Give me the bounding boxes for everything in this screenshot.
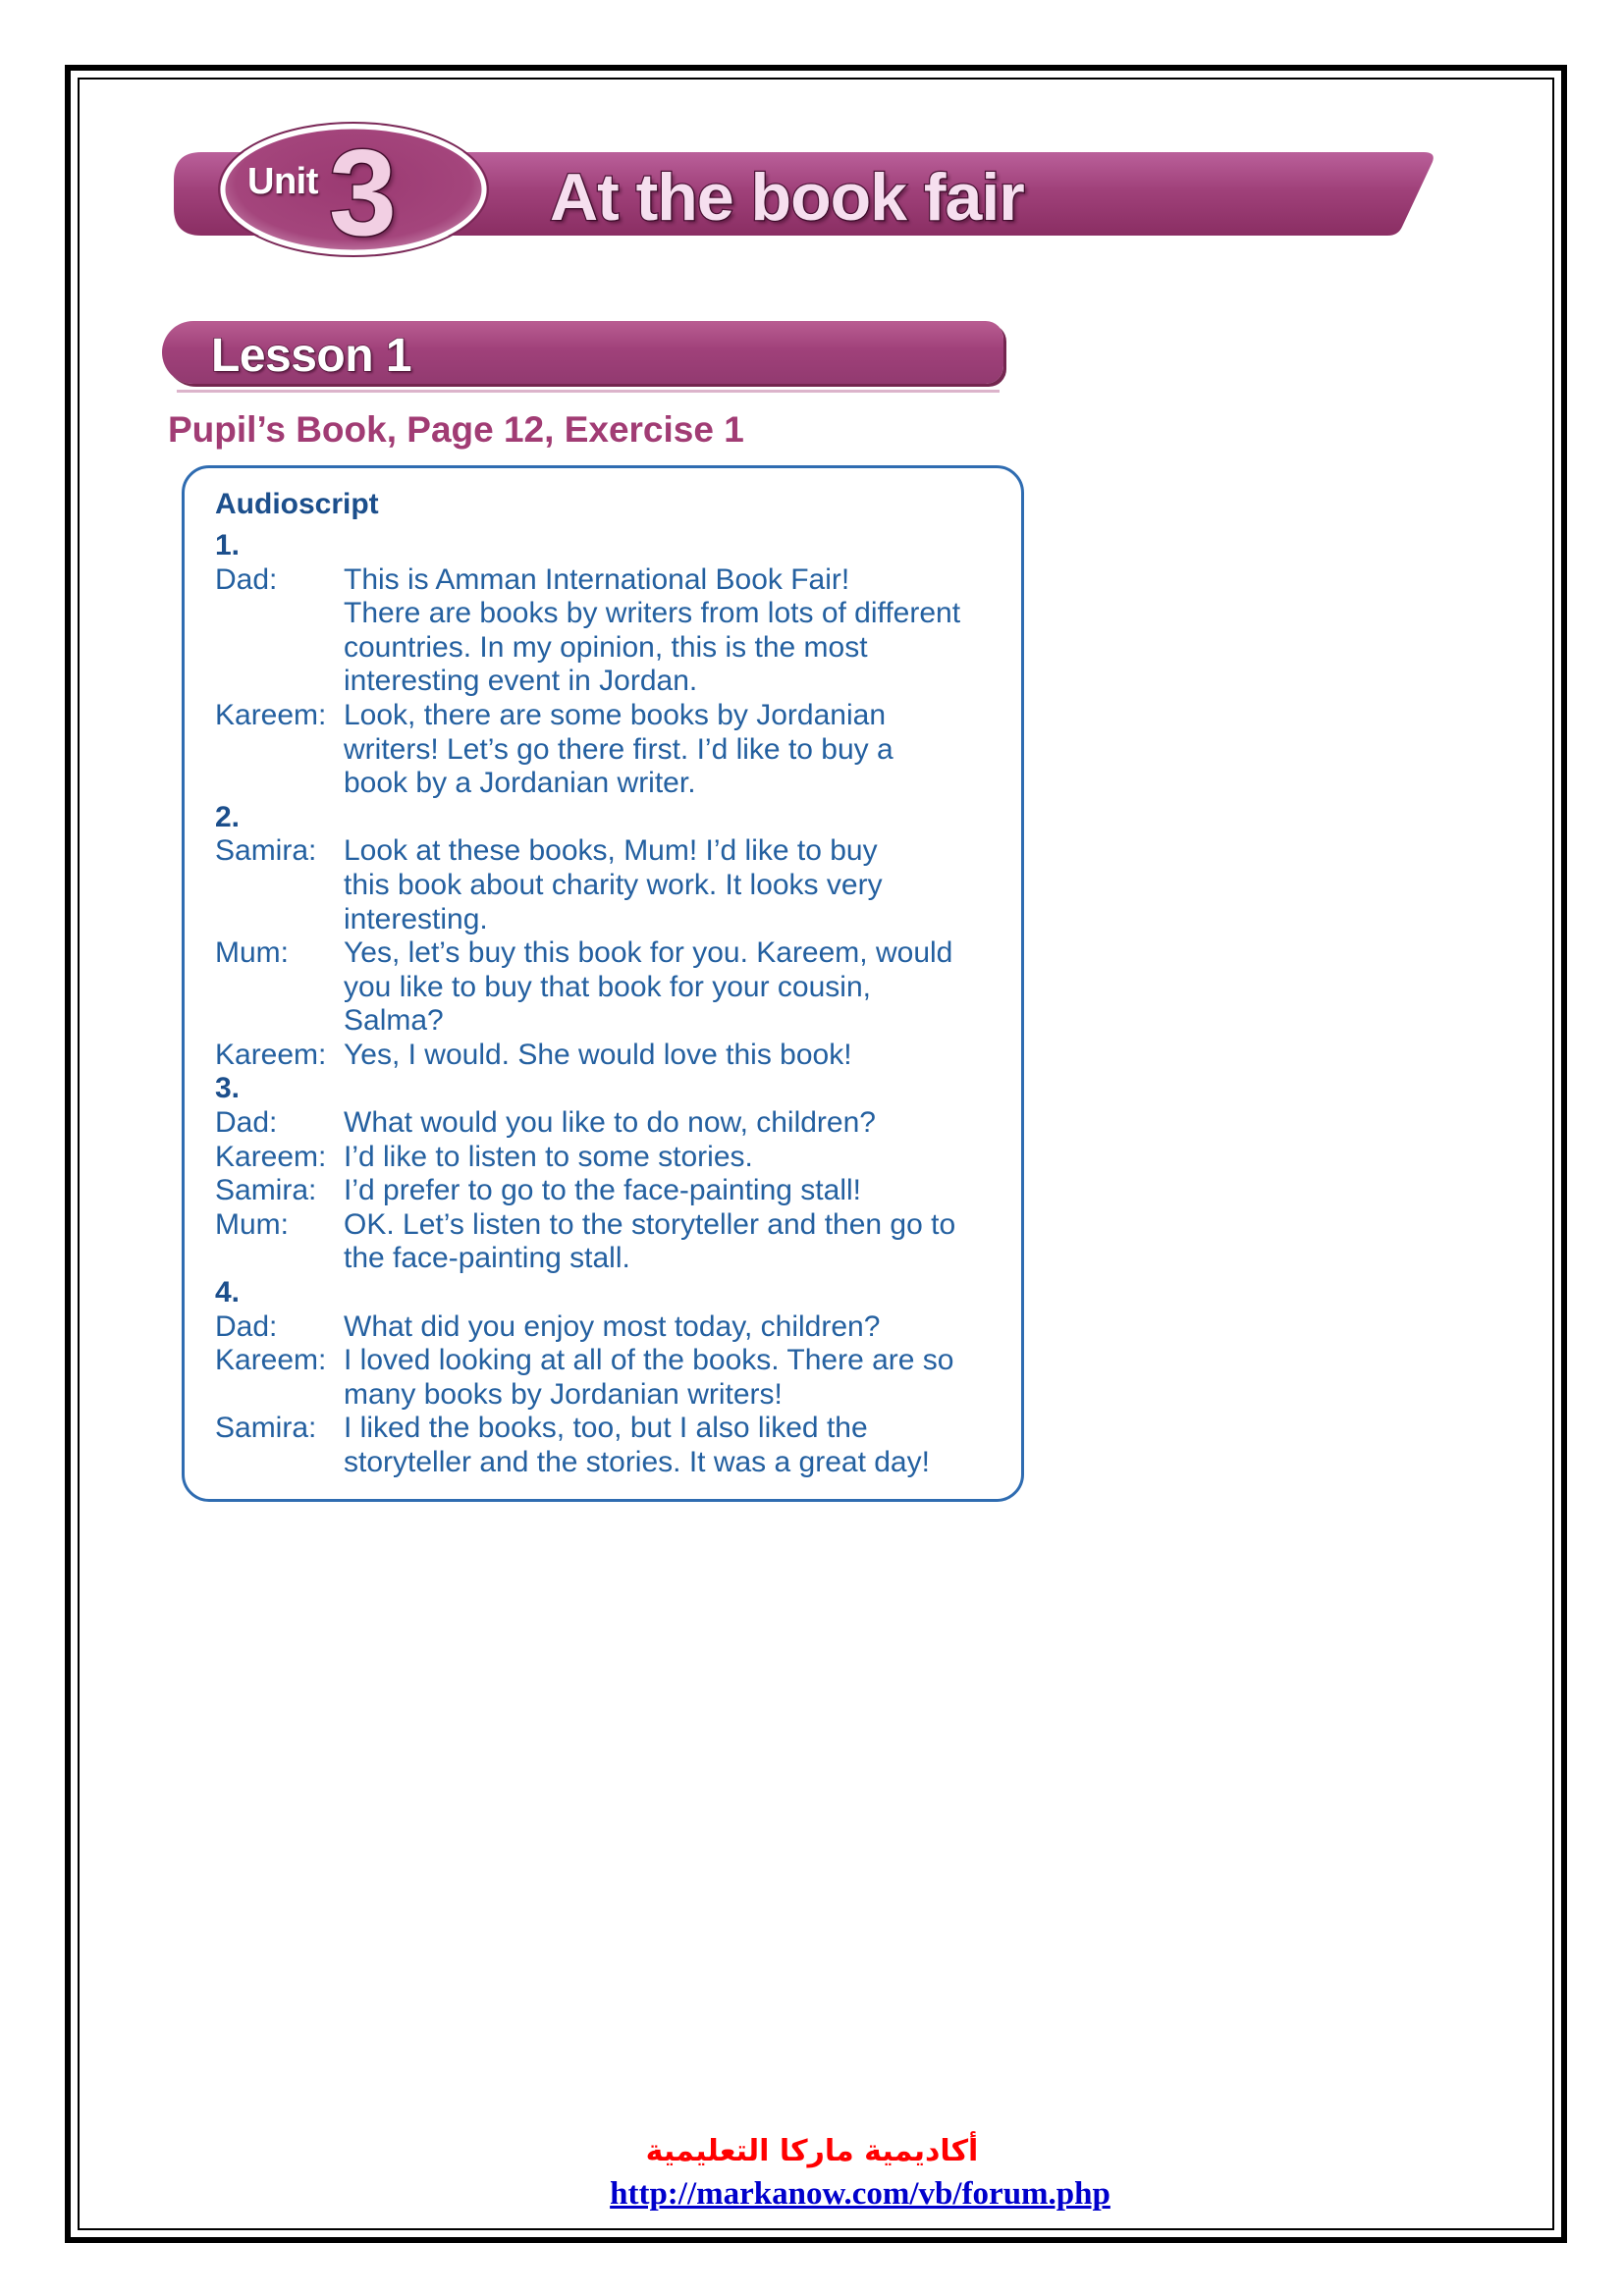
speaker-name: Kareem: — [215, 1140, 327, 1173]
dialogue-turn — [215, 699, 1021, 801]
speaker-name: Dad: — [215, 562, 278, 596]
dialogue-line: this book about charity work. It looks very — [344, 868, 883, 901]
dialogue-turn — [215, 1039, 1021, 1073]
dialogue-turn — [215, 936, 1021, 1039]
dialogue-line: interesting. — [344, 902, 488, 935]
audioscript-heading: Audioscript — [215, 488, 379, 520]
dialogue-text — [344, 1310, 880, 1345]
dialogue-text — [344, 1141, 753, 1175]
speaker-name: Samira: — [215, 1174, 317, 1207]
dialogue-text — [344, 1106, 876, 1141]
dialogue-text — [344, 563, 960, 699]
footer-link[interactable]: http://markanow.com/vb/forum.php — [610, 2176, 1110, 2212]
unit-title: At the book fair — [550, 160, 1024, 235]
speaker-name: Kareem: — [215, 698, 327, 731]
section-number: 1. — [215, 528, 241, 561]
dialogue-text — [344, 1039, 852, 1073]
dialogue-turn — [215, 1208, 1021, 1276]
dialogue-line: the face-painting stall. — [344, 1242, 630, 1275]
dialogue-turn — [215, 563, 1021, 699]
speaker-name: Kareem: — [215, 1038, 327, 1071]
dialogue-line: many books by Jordanian writers! — [344, 1377, 783, 1411]
dialogue-turn — [215, 1344, 1021, 1412]
dialogue-text — [344, 1208, 955, 1276]
dialogue-line: I’d like to listen to some stories. — [344, 1140, 753, 1173]
speaker-name: Samira: — [215, 1412, 317, 1445]
dialogue-line: What would you like to do now, children? — [344, 1106, 876, 1140]
unit-number: 3 — [329, 126, 397, 261]
section-number: 2. — [215, 800, 241, 833]
dialogue-text — [344, 936, 952, 1039]
dialogue-line: interesting event in Jordan. — [344, 665, 698, 698]
dialogue-text — [344, 1344, 954, 1412]
dialogue-text — [344, 1174, 861, 1208]
dialogue-turn — [215, 1141, 1021, 1175]
dialogue-turn — [215, 1412, 1021, 1479]
dialogue-line: book by a Jordanian writer. — [344, 767, 696, 800]
dialogue-line: writers! Let’s go there first. I’d like to buy a — [344, 732, 893, 766]
dialogue-line: OK. Let’s listen to the storyteller and then go to — [344, 1207, 956, 1241]
dialogue-line: storyteller and the stories. It was a great day! — [344, 1446, 930, 1479]
dialogue-text — [344, 699, 893, 801]
dialogue-line: I loved looking at all of the books. There are so — [344, 1344, 954, 1377]
dialogue-text — [344, 1412, 930, 1479]
speaker-name: Mum: — [215, 1207, 289, 1241]
dialogue-line: Yes, I would. She would love this book! — [344, 1038, 852, 1071]
dialogue-line: Salma? — [344, 1004, 444, 1038]
dialogue-line: I liked the books, too, but I also liked the — [344, 1412, 868, 1445]
unit-label: Unit — [247, 161, 318, 202]
speaker-name: Samira: — [215, 834, 317, 868]
dialogue-turn — [215, 834, 1021, 936]
exercise-reference: Pupil’s Book, Page 12, Exercise 1 — [168, 409, 744, 450]
section-number: 3. — [215, 1072, 241, 1105]
footer-academy-name: أكاديمية ماركا التعليمية — [645, 2134, 979, 2168]
dialogue-turn — [215, 1310, 1021, 1345]
dialogue-line: There are books by writers from lots of different — [344, 597, 961, 630]
speaker-name: Dad: — [215, 1309, 278, 1343]
dialogue-line: Look, there are some books by Jordanian — [344, 698, 886, 731]
dialogue-line: Look at these books, Mum! I’d like to buy — [344, 834, 878, 868]
dialogue-turn — [215, 1174, 1021, 1208]
dialogue-text — [344, 834, 883, 936]
lesson-banner-underline — [177, 390, 1000, 393]
dialogue-line: What did you enjoy most today, children? — [344, 1309, 881, 1343]
speaker-name: Kareem: — [215, 1344, 327, 1377]
dialogue-line: Yes, let’s buy this book for you. Kareem, would — [344, 936, 953, 970]
audioscript-box — [182, 465, 1024, 1502]
dialogue-line: countries. In my opinion, this is the most — [344, 630, 868, 664]
dialogue-line: This is Amman International Book Fair! — [344, 562, 850, 596]
dialogue-line: I’d prefer to go to the face-painting stall! — [344, 1174, 861, 1207]
dialogue-line: you like to buy that book for your cousin, — [344, 970, 871, 1003]
section-number: 4. — [215, 1276, 241, 1309]
lesson-title: Lesson 1 — [211, 330, 412, 382]
dialogue-turn — [215, 1106, 1021, 1141]
speaker-name: Dad: — [215, 1106, 278, 1140]
speaker-name: Mum: — [215, 936, 289, 970]
